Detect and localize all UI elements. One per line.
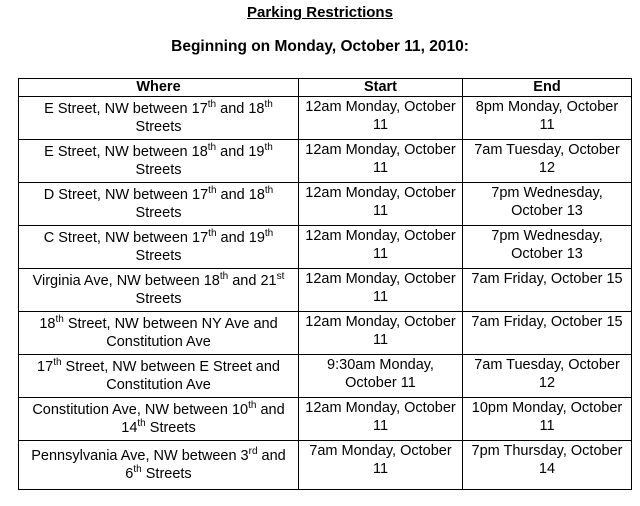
ordinal-suffix: th xyxy=(208,228,217,240)
parking-restrictions-table xyxy=(18,78,632,490)
where-cell: Pennsylvania Ave, NW between 3rd and 6th Streets xyxy=(19,441,299,490)
ordinal-suffix: th xyxy=(53,357,62,369)
end-cell: 8pm Monday, October 11 xyxy=(463,97,632,140)
ordinal-suffix: th xyxy=(207,142,217,154)
ordinal-suffix: rd xyxy=(248,446,258,458)
end-cell: 7am Friday, October 15 xyxy=(463,312,632,355)
table-body xyxy=(19,97,632,490)
ordinal-suffix: th xyxy=(264,142,273,154)
ordinal-suffix: th xyxy=(264,228,274,240)
table-row xyxy=(19,398,632,441)
end-cell: 7pm Wednesday, October 13 xyxy=(463,226,632,269)
where-cell: Constitution Ave, NW between 10th and 14th Streets xyxy=(19,398,299,441)
start-cell: 12am Monday, October 11 xyxy=(299,226,463,269)
document-subtitle: Beginning on Monday, October 11, 2010: xyxy=(171,38,469,55)
table-row xyxy=(19,355,632,398)
start-cell: 12am Monday, October 11 xyxy=(299,269,463,312)
where-cell: E Street, NW between 17th and 18th Streets xyxy=(19,97,299,140)
where-cell: 18th Street, NW between NY Ave and Constitution Ave xyxy=(19,312,299,355)
ordinal-suffix: th xyxy=(137,418,146,430)
end-cell: 7pm Thursday, October 14 xyxy=(463,441,632,490)
where-cell: C Street, NW between 17th and 19th Streets xyxy=(19,226,299,269)
start-cell: 7am Monday, October 11 xyxy=(299,441,463,490)
ordinal-suffix: th xyxy=(264,99,273,111)
where-cell: Virginia Ave, NW between 18th and 21st Streets xyxy=(19,269,299,312)
table-row xyxy=(19,226,632,269)
end-cell: 7am Friday, October 15 xyxy=(463,269,632,312)
document-title: Parking Restrictions xyxy=(247,4,393,21)
table-row xyxy=(19,97,632,140)
table-row xyxy=(19,269,632,312)
ordinal-suffix: th xyxy=(219,271,229,283)
where-cell: 17th Street, NW between E Street and Constitution Ave xyxy=(19,355,299,398)
ordinal-suffix: th xyxy=(207,99,217,111)
start-cell: 9:30am Monday, October 11 xyxy=(299,355,463,398)
column-header-end: End xyxy=(463,79,632,97)
table-header-row xyxy=(19,79,632,97)
ordinal-suffix: th xyxy=(133,464,142,476)
ordinal-suffix: th xyxy=(55,314,64,326)
end-cell: 7pm Wednesday, October 13 xyxy=(463,183,632,226)
end-cell: 7am Tuesday, October 12 xyxy=(463,355,632,398)
table-row xyxy=(19,441,632,490)
column-header-where: Where xyxy=(19,79,299,97)
table-row xyxy=(19,140,632,183)
where-cell: D Street, NW between 17th and 18th Streets xyxy=(19,183,299,226)
table-row xyxy=(19,312,632,355)
where-cell: E Street, NW between 18th and 19th Streets xyxy=(19,140,299,183)
end-cell: 10pm Monday, October 11 xyxy=(463,398,632,441)
end-cell: 7am Tuesday, October 12 xyxy=(463,140,632,183)
ordinal-suffix: th xyxy=(248,400,257,412)
column-header-start: Start xyxy=(299,79,463,97)
start-cell: 12am Monday, October 11 xyxy=(299,97,463,140)
ordinal-suffix: th xyxy=(264,185,274,197)
ordinal-suffix: th xyxy=(208,185,217,197)
table-row xyxy=(19,183,632,226)
start-cell: 12am Monday, October 11 xyxy=(299,312,463,355)
start-cell: 12am Monday, October 11 xyxy=(299,140,463,183)
start-cell: 12am Monday, October 11 xyxy=(299,398,463,441)
start-cell: 12am Monday, October 11 xyxy=(299,183,463,226)
ordinal-suffix: st xyxy=(276,271,285,283)
